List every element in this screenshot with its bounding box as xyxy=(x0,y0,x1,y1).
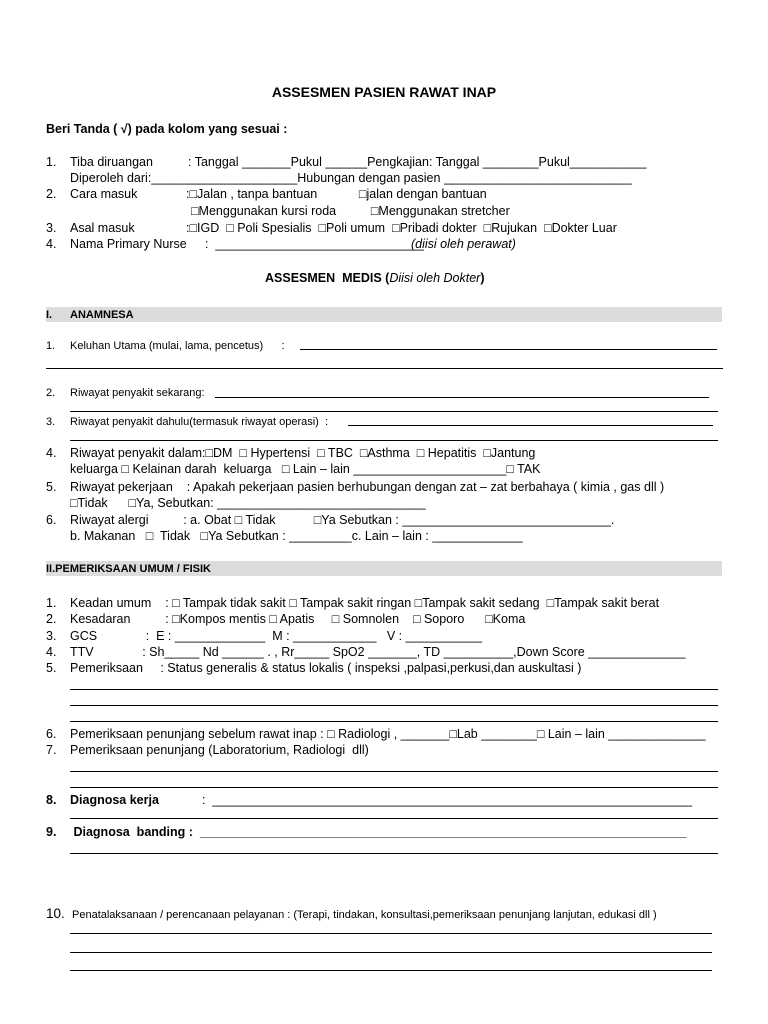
examination-label: Pemeriksaan : Status generalis & status lokalis ( inspeksi ,palpasi,perkusi,dan auskultasi ) xyxy=(70,661,582,675)
source-field[interactable]: Diperoleh dari:_____________________Hubungan dengan pasien ___________________________ xyxy=(70,171,632,185)
gcs-field[interactable]: GCS : E : _____________ M : ____________ V : ___________ xyxy=(70,629,483,643)
treatment-plan-line[interactable] xyxy=(70,970,712,971)
internal-disease-history[interactable]: Riwayat penyakit dalam:□DM □ Hypertensi □ TBC □Asthma □ Hepatitis □Jantung xyxy=(70,446,536,460)
item-number: 6. xyxy=(46,513,57,527)
item-number: 5. xyxy=(46,661,57,675)
item-number: 3. xyxy=(46,221,57,235)
item-number: 6. xyxy=(46,727,57,741)
past-illness-line-2[interactable] xyxy=(70,440,718,441)
examination-line[interactable] xyxy=(70,689,718,690)
primary-nurse-field[interactable]: : ______________________________ xyxy=(205,237,424,251)
arrival-field[interactable]: : Tanggal _______Pukul ______Pengkajian: Tanggal ________Pukul___________ xyxy=(188,155,647,169)
chief-complaint-label: Keluhan Utama (mulai, lama, pencetus) : xyxy=(70,340,285,352)
general-condition[interactable]: Keadan umum : □ Tampak tidak sakit □ Tampak sakit ringan □Tampak sakit sedang □Tampak sakit berat xyxy=(70,596,660,610)
arrival-label: Tiba diruangan xyxy=(70,155,153,169)
section-title-pemeriksaan: II.PEMERIKSAAN UMUM / FISIK xyxy=(46,563,212,575)
instruction-text: Beri Tanda ( √) pada kolom yang sesuai : xyxy=(46,122,288,136)
working-diagnosis-label: Diagnosa kerja xyxy=(70,793,159,807)
support-exam-line[interactable] xyxy=(70,771,718,772)
section-header-bar xyxy=(46,307,722,322)
item-number: 9. xyxy=(46,825,57,839)
item-number: 4. xyxy=(46,446,57,460)
examination-line[interactable] xyxy=(70,705,718,706)
item-number: 2. xyxy=(46,387,56,399)
working-diagnosis-field[interactable]: : _____________________________________________________________________ xyxy=(202,793,693,807)
allergy-history[interactable]: Riwayat alergi : a. Obat □ Tidak □Ya Sebutkan : ______________________________. xyxy=(70,513,615,527)
past-illness-label: Riwayat penyakit dahulu(termasuk riwayat operasi) : xyxy=(70,416,329,428)
item-number: 2. xyxy=(46,187,57,201)
primary-nurse-note: (diisi oleh perawat) xyxy=(411,237,516,251)
internal-disease-history-2[interactable]: keluarga □ Kelainan darah keluarga □ Lain – lain ______________________□ TAK xyxy=(70,462,541,476)
treatment-plan-line[interactable] xyxy=(70,933,712,934)
current-illness-line[interactable] xyxy=(215,397,709,398)
consciousness[interactable]: Kesadaran : □Kompos mentis □ Apatis □ Somnolen □ Soporo □Koma xyxy=(70,612,526,626)
current-illness-line-2[interactable] xyxy=(70,411,718,412)
item-number: 8. xyxy=(46,793,57,807)
pre-admission-support-exam[interactable]: Pemeriksaan penunjang sebelum rawat inap : □ Radiologi , _______□Lab ________□ Lain – lain ______________ xyxy=(70,727,706,741)
examination-line[interactable] xyxy=(70,721,718,722)
vital-signs-field[interactable]: TTV : Sh_____ Nd ______ . , Rr_____ SpO2 _______, TD __________,Down Score ______________ xyxy=(70,645,686,659)
chief-complaint-line-2[interactable] xyxy=(46,368,723,369)
item-number: 3. xyxy=(46,416,56,428)
page-title: ASSESMEN PASIEN RAWAT INAP xyxy=(271,84,497,100)
origin-label: Asal masuk xyxy=(70,221,135,235)
occupation-options[interactable]: □Tidak □Ya, Sebutkan: ______________________________ xyxy=(70,496,426,510)
item-number: 1. xyxy=(46,155,57,169)
working-diagnosis-line[interactable] xyxy=(70,818,718,819)
item-number: 2. xyxy=(46,612,57,626)
origin-options[interactable]: :□IGD □ Poli Spesialis □Poli umum □Pribadi dokter □Rujukan □Dokter Luar xyxy=(186,221,617,235)
current-illness-label: Riwayat penyakit sekarang: xyxy=(70,387,205,399)
differential-diagnosis-line[interactable] xyxy=(70,853,718,854)
item-number: 3. xyxy=(46,629,57,643)
item-number: 1. xyxy=(46,340,56,352)
item-number: 1. xyxy=(46,596,57,610)
entry-method-options-2[interactable]: □Menggunakan kursi roda □Menggunakan stretcher xyxy=(191,204,510,218)
primary-nurse-label: Nama Primary Nurse xyxy=(70,237,187,251)
section-number: I. xyxy=(46,309,53,321)
item-number: 4. xyxy=(46,645,57,659)
treatment-plan-label: Penatalaksanaan / perencanaan pelayanan : (Terapi, tindakan, konsultasi,pemeriksaan penunjang lanjutan, edukasi dll ) xyxy=(72,909,657,921)
chief-complaint-line[interactable] xyxy=(300,349,717,350)
medis-heading: ASSESMEN MEDIS (Diisi oleh Dokter) xyxy=(265,271,485,285)
item-number: 5. xyxy=(46,480,57,494)
differential-diagnosis[interactable]: Diagnosa banding : ______________________________________________________________________ xyxy=(70,825,687,839)
item-number: 10. xyxy=(46,906,65,921)
allergy-history-2[interactable]: b. Makanan □ Tidak □Ya Sebutkan : _________c. Lain – lain : _____________ xyxy=(70,529,523,543)
item-number: 4. xyxy=(46,237,57,251)
item-number: 7. xyxy=(46,743,57,757)
support-exam-line[interactable] xyxy=(70,787,718,788)
support-exam-label: Pemeriksaan penunjang (Laboratorium, Radiologi dll) xyxy=(70,743,369,757)
entry-method-label: Cara masuk xyxy=(70,187,138,201)
section-title-anamnesa: ANAMNESA xyxy=(70,309,134,321)
treatment-plan-line[interactable] xyxy=(70,952,712,953)
entry-method-options[interactable]: :□Jalan , tanpa bantuan □jalan dengan bantuan xyxy=(186,187,487,201)
occupation-history: Riwayat pekerjaan : Apakah pekerjaan pasien berhubungan dengan zat – zat berbahaya ( kimia , gas dll ) xyxy=(70,480,665,494)
past-illness-line[interactable] xyxy=(348,425,713,426)
